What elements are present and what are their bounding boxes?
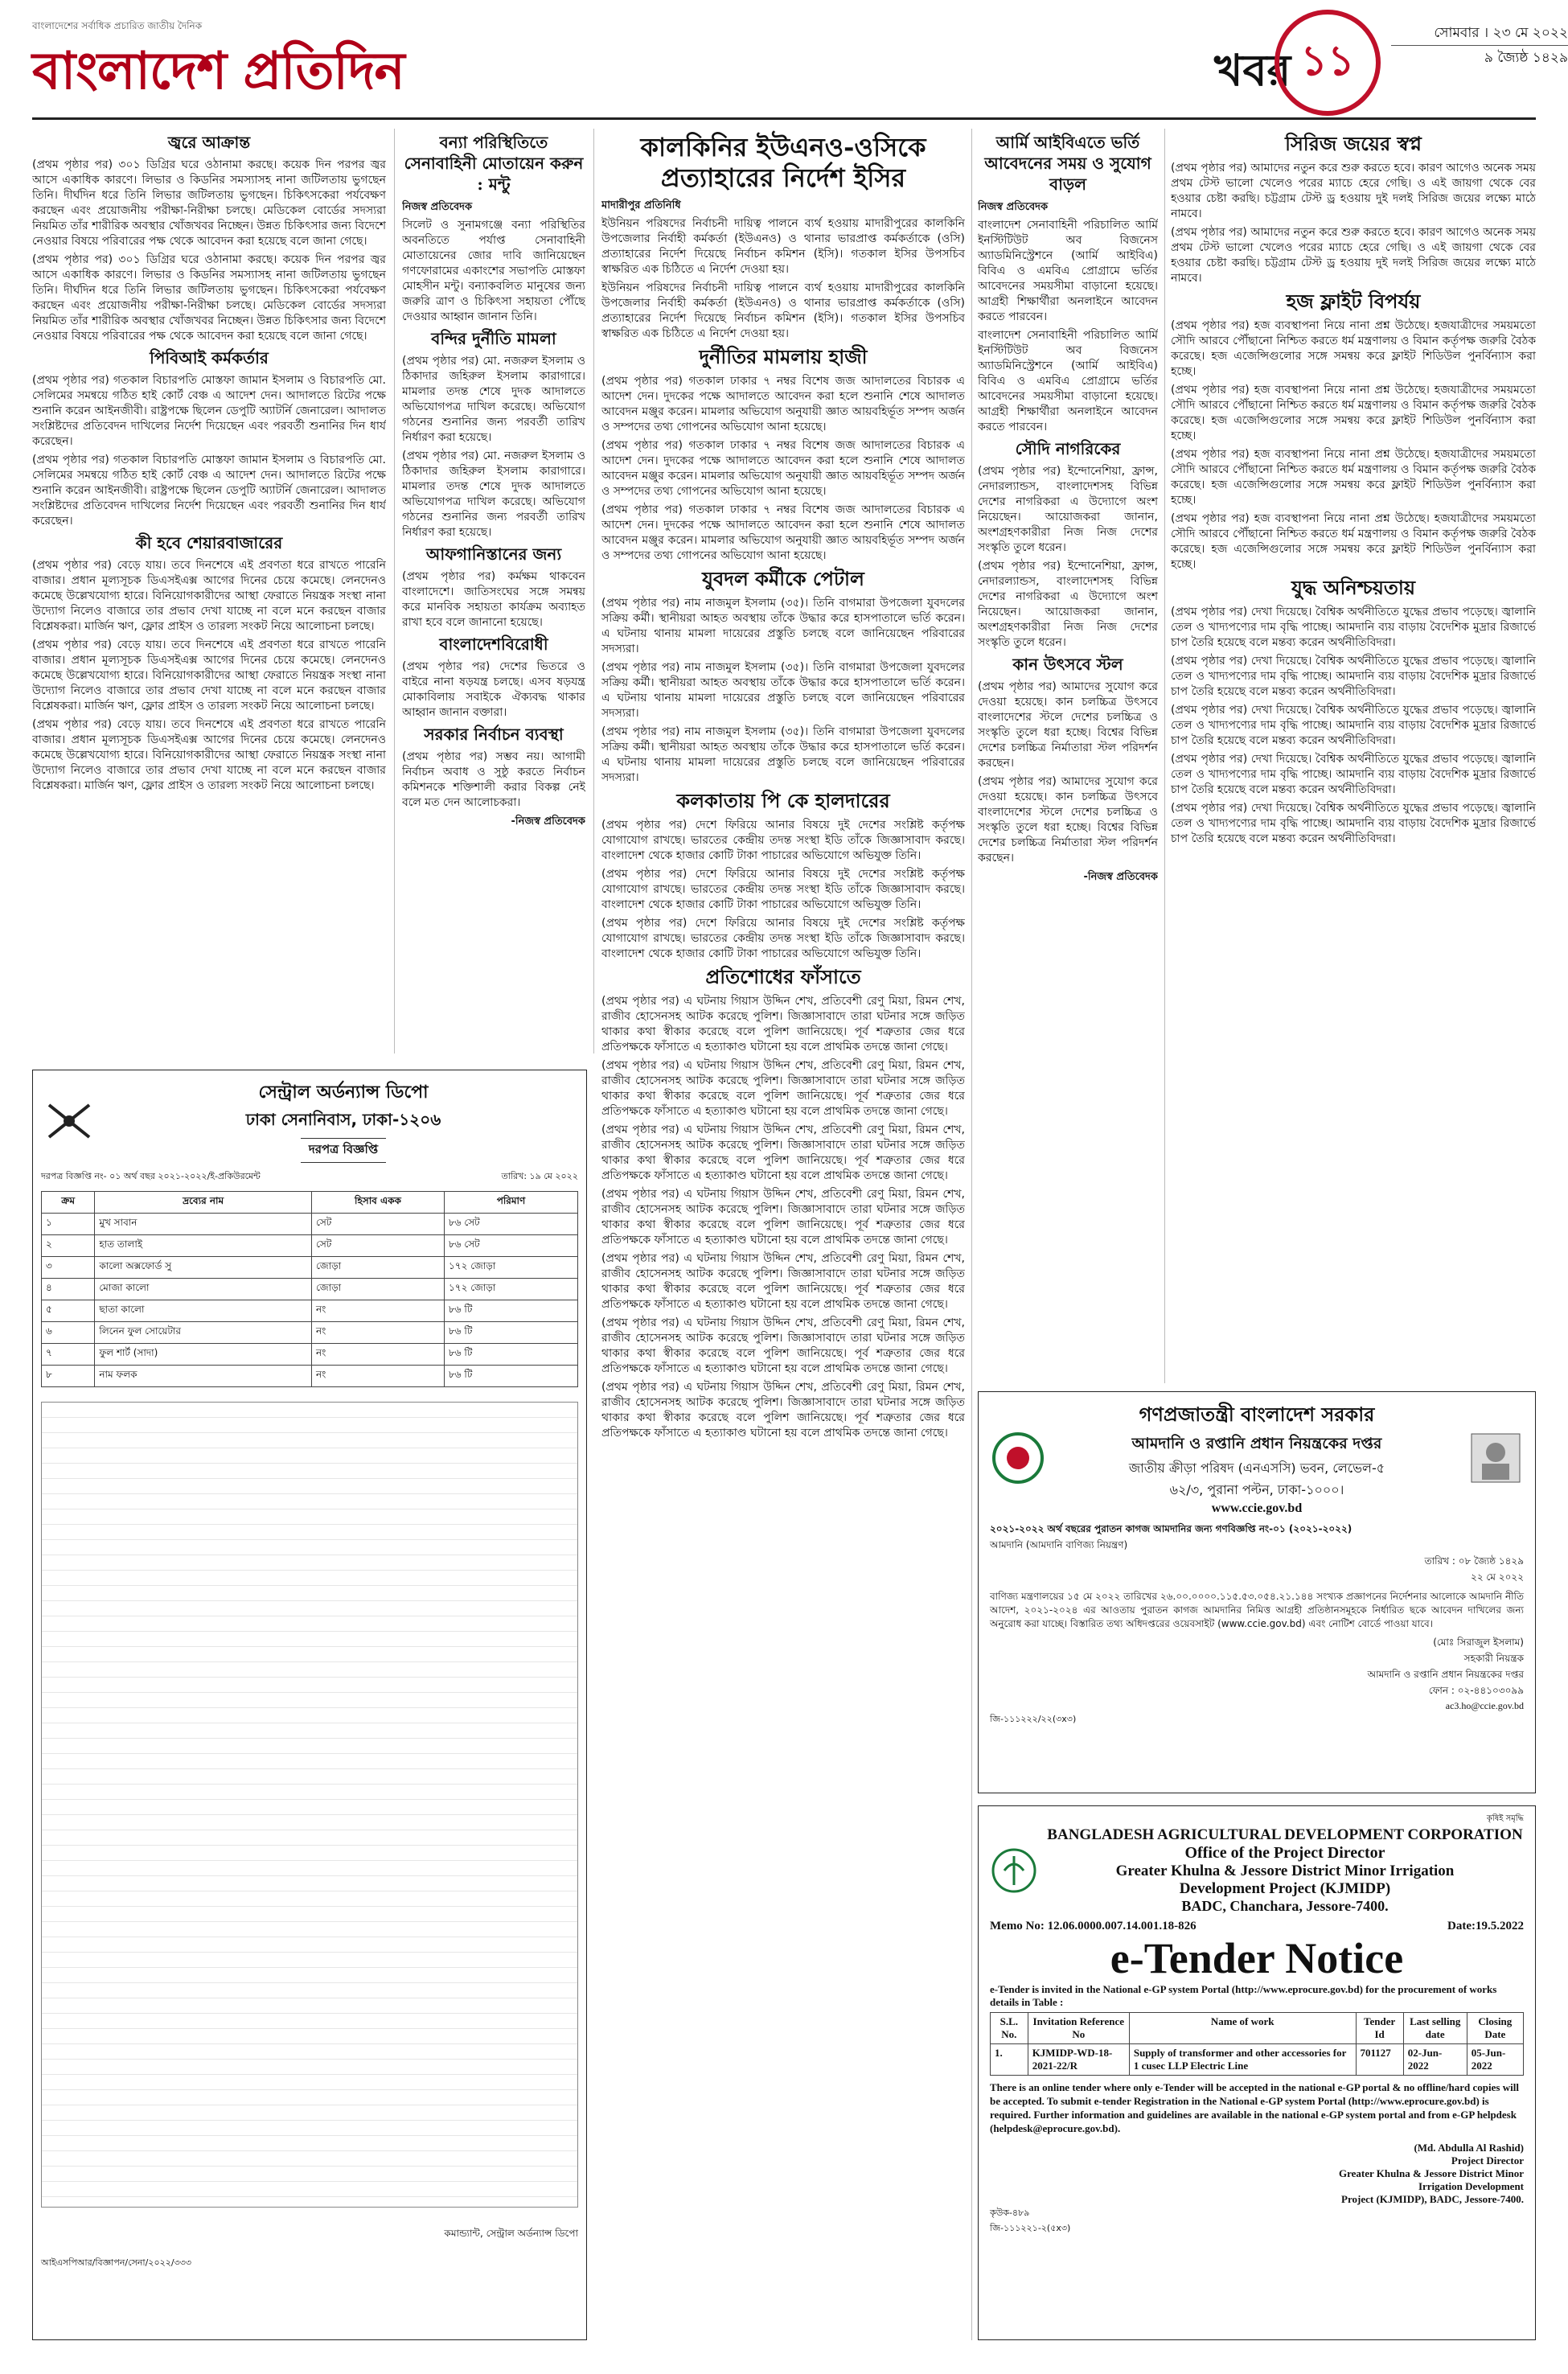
table-cell: নং [312, 1344, 445, 1366]
notice-badc-date: Date:19.5.2022 [1447, 1920, 1524, 1932]
table-cell: ১ [42, 1214, 95, 1235]
headline-jubo: যুবদল কর্মীকে পেটাল [702, 567, 864, 590]
table-cell: নং [312, 1300, 445, 1322]
table-cell: নাম ফলক [95, 1366, 312, 1387]
table-cell: ৫ [42, 1300, 95, 1322]
notice-cod-terms-table [41, 1402, 578, 2208]
table-cell: ১৭২ জোড়া [444, 1279, 577, 1300]
notice-ccie-email: ac3.ho@ccie.gov.bd [1445, 1700, 1524, 1711]
table-header: Name of work [1129, 2013, 1356, 2044]
table-cell: ৮৬ সেট [444, 1214, 577, 1235]
table-cell: 05-Jun-2022 [1467, 2044, 1523, 2076]
headline-cannes: কান উৎসবে স্টল [1012, 655, 1123, 674]
notice-ccie-address2: ৬২/৩, পুরানা পল্টন, ঢাকা-১০০০। [1169, 1482, 1344, 1497]
notice-ccie-body: বাণিজ্য মন্ত্রণালয়ের ১৫ মে ২০২২ তারিখের ২৬.০০.০০০০.১১৫.৫৩.০৫৪.২১.১৪৪ সংখ্যক প্রজ্ঞাপনের নির্দেশনার আলোকে আমদানি নীতি আদেশ, ২০২১-২০২৪ এর আওতায় পুরাতন কাগজ আমদানির নিমিত্ত আগ্রহী প্রতিষ্ঠানসমূহকে নির্ধারিত ছকে আবেদন দাখিলের জন্য অনুরোধ করা যাচ্ছে। বিস্তারিত তথ্য অধিদপ্তরের ওয়েবসাইট (www.ccie.gov.bd) এবং নোটিশ বোর্ডে পাওয়া যাবে। [990, 1591, 1524, 1629]
table-header: Last selling date [1403, 2013, 1467, 2044]
article-kolkata-body: (প্রথম পৃষ্ঠার পর) দেশে ফিরিয়ে আনার বিষয়ে দুই দেশের সংশ্লিষ্ট কর্তৃপক্ষ যোগাযোগ রাখছে। ভারতের কেন্দ্রীয় তদন্ত সংস্থা ইডি তাঁকে জিজ্ঞাসাবাদ করছে। বাংলাদেশ থেকে হাজার কোটি টাকা পাচারের অভিযোগে অভিযুক্ত তিনি। [601, 819, 965, 862]
column-divider [971, 129, 972, 2340]
headline-bangla: বাংলাদেশবিরোধী [439, 635, 548, 654]
headline-protishodh: প্রতিশোধের ফাঁসাতে [705, 965, 861, 988]
notice-ccie-govt: গণপ্রজাতন্ত্রী বাংলাদেশ সরকার [1139, 1403, 1375, 1426]
headline-sarkar: সরকার নির্বাচন ব্যবস্থা [424, 725, 564, 744]
article-kalkini-body: ইউনিয়ন পরিষদের নির্বাচনী দায়িত্ব পালনে ব্যর্থ হওয়ায় মাদারীপুরের কালকিনি উপজেলার নির্বাহী কর্মকর্তা (ইউএনও) ও থানার ভারপ্রাপ্ত কর্মকর্তাকে (ওসি) প্রত্যাহারের নির্দেশ দিয়েছে নির্বাচন কমিশন (ইসি)। গতকাল ইসির উপসচিব স্বাক্ষরিত এক চিঠিতে এ নির্দেশ দেওয়া হয়। [601, 217, 965, 276]
notice-ccie-phone: ফোন : ০২-৪৪১০৩০৯৯ [1428, 1685, 1524, 1696]
notice-badc-code1: কৃউক-৪৮৯ [990, 2208, 1030, 2218]
notice-cod-address: ঢাকা সেনানিবাস, ঢাকা-১২০৬ [245, 1110, 441, 1129]
notice-badc-sign-title: Project Director [1451, 2154, 1524, 2167]
bangladesh-50-logo-icon [990, 1430, 1046, 1486]
notice-ccie-office: আমদানি ও রপ্তানি প্রধান নিয়ন্ত্রকের দপ্তর [1131, 1435, 1382, 1452]
table-row [42, 1300, 578, 1322]
notice-badc-sign-p1: Greater Khulna & Jessore District Minor [1339, 2167, 1524, 2179]
masthead [32, 5, 1568, 120]
table-cell: ৬ [42, 1322, 95, 1344]
day-date: সোমবার । ২৩ মে ২০২২ [1391, 21, 1568, 46]
column-3 [601, 129, 965, 2340]
byline-sarkar: -নিজস্ব প্রতিবেদক [511, 815, 585, 828]
article-protishodh-body: (প্রথম পৃষ্ঠার পর) এ ঘটনায় গিয়াস উদ্দিন শেখ, প্রতিবেশী রেণু মিয়া, রিমন শেখ, রাজীব হোসেনসহ আটক করেছে পুলিশ। জিজ্ঞাসাবাদে তারা ঘটনার সঙ্গে জড়িত থাকার কথা স্বীকার করেছে বলে পুলিশ জানিয়েছে। পূর্ব শত্রুতার জের ধরে প্রতিপক্ষকে ফাঁসাতে এ হত্যাকাণ্ড ঘটানো হয় বলে প্রাথমিক তদন্তে জানা গেছে। [601, 995, 965, 1054]
table-cell: মোজা কালো [95, 1279, 312, 1300]
table-row [991, 2044, 1524, 2076]
notice-badc-code2: জি-১১১২২১-২(৫x৩) [990, 2223, 1071, 2233]
notice-badc-slogan: কৃষিই সমৃদ্ধি [1486, 1814, 1524, 1823]
notice-ccie-date1: তারিখ : ০৮ জ্যৈষ্ঠ ১৪২৯ [1424, 1555, 1524, 1567]
column-2 [402, 129, 585, 1054]
article-war-body: (প্রথম পৃষ্ঠার পর) দেখা দিয়েছে। বৈশ্বিক অর্থনীতিতে যুদ্ধের প্রভাব পড়েছে। জ্বালানি তেল ও খাদ্যপণ্যের দাম বৃদ্ধি পাচ্ছে। আমদানি ব্যয় বাড়ায় বৈদেশিক মুদ্রার রিজার্ভে চাপ তৈরি হয়েছে বলে মন্তব্য করেন অর্থনীতিবিদরা। [1171, 606, 1536, 649]
masthead-tagline: বাংলাদেশের সর্বাধিক প্রচারিত জাতীয় দৈনিক [32, 20, 203, 31]
notice-badc [978, 1805, 1536, 2340]
notice-badc-office: Office of the Project Director [1184, 1844, 1385, 1862]
notice-cod-org: সেন্ট্রাল অর্ডন্যান্স ডিপো [258, 1082, 429, 1103]
table-cell: ২ [42, 1235, 95, 1257]
column-divider [1164, 129, 1165, 1383]
headline-share: কী হবে শেয়ারবাজারের [135, 533, 283, 552]
badc-logo-icon [990, 1846, 1038, 1895]
table-header: পরিমাণ [444, 1192, 577, 1214]
article-kalkini-body-more: ইউনিয়ন পরিষদের নির্বাচনী দায়িত্ব পালনে ব্যর্থ হওয়ায় মাদারীপুরের কালকিনি উপজেলার নির্বাহী কর্মকর্তা (ইউএনও) ও থানার ভারপ্রাপ্ত কর্মকর্তাকে (ওসি) প্রত্যাহারের নির্দেশ দিয়েছে নির্বাচন কমিশন (ইসি)। গতকাল ইসির উপসচিব স্বাক্ষরিত এক চিঠিতে এ নির্দেশ দেওয়া হয়। [601, 281, 965, 340]
table-cell: জোড়া [312, 1257, 445, 1279]
page-number-badge: ১১ [1275, 10, 1381, 116]
table-cell: সেট [312, 1214, 445, 1235]
byline-kalkini: মাদারীপুর প্রতিনিধি [601, 199, 681, 212]
article-pbi-body-more: (প্রথম পৃষ্ঠার পর) গতকাল বিচারপতি মোস্তফা জামান ইসলাম ও বিচারপতি মো. সেলিমের সমন্বয়ে গঠিত হাই কোর্ট বেঞ্চ এ আদেশ দেন। আদালতে রিটের পক্ষে শুনানি করেন আইনজীবী। রাষ্ট্রপক্ষে ছিলেন ডেপুটি অ্যাটর্নি জেনারেল। আদালত সংশ্লিষ্টদের প্রতিবেদন দাখিলের নির্দেশ দিয়েছেন এবং পরবর্তী শুনানির দিন ধার্য করেছেন। [32, 454, 386, 528]
table-cell: লিনেন ফুল সোয়েটার [95, 1322, 312, 1344]
notice-ccie-signer-name: (মোঃ সিরাজুল ইসলাম) [1433, 1637, 1524, 1648]
table-cell: ১৭২ জোড়া [444, 1257, 577, 1279]
headline-hajj: হজ ফ্লাইট বিপর্যয় [1286, 290, 1421, 313]
article-protishodh-body-more4: (প্রথম পৃষ্ঠার পর) এ ঘটনায় গিয়াস উদ্দিন শেখ, প্রতিবেশী রেণু মিয়া, রিমন শেখ, রাজীব হোসেনসহ আটক করেছে পুলিশ। জিজ্ঞাসাবাদে তারা ঘটনার সঙ্গে জড়িত থাকার কথা স্বীকার করেছে বলে পুলিশ জানিয়েছে। পূর্ব শত্রুতার জের ধরে প্রতিপক্ষকে ফাঁসাতে এ হত্যাকাণ্ড ঘটানো হয় বলে প্রাথমিক তদন্তে জানা গেছে। [601, 1252, 965, 1311]
table-cell: ৮৬ টি [444, 1300, 577, 1322]
table-row [42, 1257, 578, 1279]
notice-cod-footer-ref: আইএসপিআর/বিজ্ঞাপন/সেনা/২০২২/৩৩৩ [41, 2257, 192, 2268]
table-cell: হাত তালাই [95, 1235, 312, 1257]
article-afghan-body: (প্রথম পৃষ্ঠার পর) কর্মক্ষম থাকবেন বাংলাদেশে। জাতিসংঘের সঙ্গে সমন্বয় করে মানবিক সহায়তা কার্যক্রম অব্যাহত রাখা হবে বলে জানানো হয়েছে। [402, 570, 585, 629]
table-cell: জোড়া [312, 1279, 445, 1300]
article-hajj-body: (প্রথম পৃষ্ঠার পর) হজ ব্যবস্থাপনা নিয়ে নানা প্রশ্ন উঠেছে। হজযাত্রীদের সময়মতো সৌদি আরবে পৌঁছানো নিশ্চিত করতে ধর্ম মন্ত্রণালয় ও বিমান কর্তৃপক্ষ জরুরি বৈঠক করেছে। হজ এজেন্সিগুলোর সঙ্গে সমন্বয় করে ফ্লাইট শিডিউল পুনর্বিন্যাস করা হচ্ছে। [1171, 319, 1536, 378]
table-cell: ৭ [42, 1344, 95, 1366]
notice-badc-sign-name: (Md. Abdulla Al Rashid) [1414, 2142, 1524, 2154]
notice-cod-ref: দরপত্র বিজ্ঞপ্তি নং- ০১ অর্থ বছর ২০২১-২০২২/ই-প্রকিউরমেন্ট [41, 1171, 261, 1181]
table-header: দ্রব্যের নাম [95, 1192, 312, 1214]
headline-jur: জ্বরে আক্রান্ত [167, 133, 251, 152]
article-bondi-body-more: (প্রথম পৃষ্ঠার পর) মো. নজরুল ইসলাম ও ঠিকাদার জহিরুল ইসলাম কারাগারে। মামলার তদন্ত শেষে দুদক আদালতে অভিযোগপত্র দাখিল করেছে। অভিযোগ গঠনের শুনানির জন্য পরবর্তী তারিখ নির্ধারণ করা হয়েছে। [402, 450, 585, 539]
notice-badc-sign-p3: Project (KJMIDP), BADC, Jessore-7400. [1341, 2193, 1524, 2205]
table-header: ক্রম [42, 1192, 95, 1214]
table-cell: ছাতা কালো [95, 1300, 312, 1322]
table-cell: মুখ সাবান [95, 1214, 312, 1235]
notice-cod-table [41, 1191, 578, 1387]
article-durnity-body-more2: (প্রথম পৃষ্ঠার পর) গতকাল ঢাকার ৭ নম্বর বিশেষ জজ আদালতের বিচারক এ আদেশ দেন। দুদকের পক্ষে আদালতে আবেদন করা হলে শুনানি শেষে আদালত আবেদন মঞ্জুর করেন। মামলার অভিযোগ অনুযায়ী জ্ঞাত আয়বহির্ভূত সম্পদ অর্জন ও সম্পদের তথ্য গোপনের অভিযোগ আনা হয়েছে। [601, 503, 965, 562]
article-share-body-more: (প্রথম পৃষ্ঠার পর) বেড়ে যায়। তবে দিনশেষে এই প্রবণতা ধরে রাখতে পারেনি বাজার। প্রধান মূল্যসূচক ডিএসইএক্স আগের দিনের চেয়ে কমেছে। লেনদেনও কমেছে উল্লেখযোগ্য হারে। বিনিয়োগকারীদের আস্থা ফেরাতে নিয়ন্ত্রক সংস্থা নানা উদ্যোগ নিলেও বাজারে তার প্রভাব দেখা যাচ্ছে না বলে মনে করছেন বাজার বিশ্লেষকরা। মার্জিন ঋণ, ফ্লোর প্রাইস ও তারল্য সংকট নিয়ে আলোচনা চলছে। [32, 639, 386, 713]
notice-badc-intro: e-Tender is invited in the National e-GP system Portal (http://www.eprocure.gov.bd) for the procurement of works details in Table : [990, 1983, 1497, 2008]
article-protishodh-body-more3: (প্রথম পৃষ্ঠার পর) এ ঘটনায় গিয়াস উদ্দিন শেখ, প্রতিবেশী রেণু মিয়া, রিমন শেখ, রাজীব হোসেনসহ আটক করেছে পুলিশ। জিজ্ঞাসাবাদে তারা ঘটনার সঙ্গে জড়িত থাকার কথা স্বীকার করেছে বলে পুলিশ জানিয়েছে। পূর্ব শত্রুতার জের ধরে প্রতিপক্ষকে ফাঁসাতে এ হত্যাকাণ্ড ঘটানো হয় বলে প্রাথমিক তদন্তে জানা গেছে। [601, 1188, 965, 1247]
table-header: Closing Date [1467, 2013, 1523, 2044]
table-cell: 701127 [1356, 2044, 1403, 2076]
newspaper-logo: বাংলাদেশ প্রতিদিন [32, 41, 404, 101]
table-header: হিসাব একক [312, 1192, 445, 1214]
notice-ccie-signer-office: আমদানি ও রপ্তানি প্রধান নিয়ন্ত্রকের দপ্তর [1367, 1669, 1524, 1680]
notice-badc-address: BADC, Chanchara, Jessore-7400. [1181, 1898, 1389, 1914]
notice-badc-project2: Development Project (KJMIDP) [1179, 1880, 1391, 1897]
table-cell: 02-Jun-2022 [1403, 2044, 1467, 2076]
article-bangla-body: (প্রথম পৃষ্ঠার পর) দেশের ভিতরে ও বাইরে নানা ষড়যন্ত্র চলছে। এসব ষড়যন্ত্র মোকাবিলায় সবাইকে ঐক্যবদ্ধ থাকার আহ্বান জানান বক্তারা। [402, 660, 585, 719]
notice-ccie-memo: ২০২১-২০২২ অর্থ বছরের পুরাতন কাগজ আমদানির জন্য গণবিজ্ঞপ্তি নং-০১ (২০২১-২০২২) [990, 1523, 1353, 1534]
table-cell: কালো অক্সফোর্ড সু [95, 1257, 312, 1279]
table-cell: KJMIDP-WD-18-2021-22/R [1028, 2044, 1129, 2076]
headline-pbi: পিবিআই কর্মকর্তার [150, 348, 269, 368]
crossed-swords-icon [41, 1097, 97, 1145]
notice-cod-signer: কমান্ড্যান্ট, সেন্ট্রাল অর্ডন্যান্স ডিপো [444, 2228, 578, 2239]
article-series-body: (প্রথম পৃষ্ঠার পর) আমাদের নতুন করে শুরু করতে হবে। কারণ আগেও অনেক সময় প্রথম টেস্ট ভালো খেলেও পরের ম্যাচে হেরে গেছি। ও এই জায়গা থেকে বের হওয়ার চেষ্টা করছি। চট্টগ্রাম টেস্ট ড্র হওয়ায় দুই দলই সিরিজ জয়ের লক্ষ্যে মাঠে নামবে। [1171, 162, 1536, 220]
table-cell: ৮৬ টি [444, 1344, 577, 1366]
article-kolkata-body-more: (প্রথম পৃষ্ঠার পর) দেশে ফিরিয়ে আনার বিষয়ে দুই দেশের সংশ্লিষ্ট কর্তৃপক্ষ যোগাযোগ রাখছে। ভারতের কেন্দ্রীয় তদন্ত সংস্থা ইডি তাঁকে জিজ্ঞাসাবাদ করছে। বাংলাদেশ থেকে হাজার কোটি টাকা পাচারের অভিযোগে অভিযুক্ত তিনি। [601, 868, 965, 911]
notice-badc-table [990, 2012, 1524, 2076]
byline-floods: নিজস্ব প্রতিবেদক [402, 201, 473, 213]
headline-afghan: আফগানিস্তানের জন্য [425, 544, 562, 564]
bangla-date: ৯ জ্যৈষ্ঠ ১৪২৯ [1484, 50, 1568, 66]
table-cell: ৮৬ সেট [444, 1235, 577, 1257]
article-durnity-body: (প্রথম পৃষ্ঠার পর) গতকাল ঢাকার ৭ নম্বর বিশেষ জজ আদালতের বিচারক এ আদেশ দেন। দুদকের পক্ষে আদালতে আবেদন করা হলে শুনানি শেষে আদালত আবেদন মঞ্জুর করেন। মামলার অভিযোগ অনুযায়ী জ্ঞাত আয়বহির্ভূত সম্পদ অর্জন ও সম্পদের তথ্য গোপনের অভিযোগ আনা হয়েছে। [601, 375, 965, 433]
notice-cod-title: দরপত্র বিজ্ঞপ্তি [301, 1138, 386, 1163]
headline-army: আর্মি আইবিএতে ভর্তি আবেদনের সময় ও সুযোগ বাড়ল [984, 133, 1151, 194]
column-divider [394, 129, 395, 1054]
notice-badc-body: There is an online tender where only e-Tender will be accepted in the national e-GP portal & no offline/hard copies will be accepted. To submit e-tender Registration in the National e-GP system Portal (http://www.eprocure.gov.bd) is required. Further information and guidelines are available in the national e-GP system portal and from e-GP helpdesk (helpdesk@eprocure.gov.bd). [990, 2081, 1519, 2134]
notice-badc-memo: Memo No: 12.06.0000.007.14.001.18-826 [990, 1920, 1197, 1932]
article-army-body: বাংলাদেশ সেনাবাহিনী পরিচালিত আর্মি ইনস্টিটিউট অব বিজনেস অ্যাডমিনিস্ট্রেশনে (আর্মি আইবিএ) বিবিএ ও এমবিএ প্রোগ্রামে ভর্তির আবেদনের সময়সীমা বাড়ানো হয়েছে। আগ্রহী শিক্ষার্থীরা অনলাইনে আবেদন করতে পারবেন। [978, 219, 1158, 323]
notice-ccie-date2: ২২ মে ২০২২ [1471, 1571, 1524, 1583]
notice-ccie-signer-title: সহকারী নিয়ন্ত্রক [1463, 1653, 1524, 1664]
article-protishodh-body-more: (প্রথম পৃষ্ঠার পর) এ ঘটনায় গিয়াস উদ্দিন শেখ, প্রতিবেশী রেণু মিয়া, রিমন শেখ, রাজীব হোসেনসহ আটক করেছে পুলিশ। জিজ্ঞাসাবাদে তারা ঘটনার সঙ্গে জড়িত থাকার কথা স্বীকার করেছে বলে পুলিশ জানিয়েছে। পূর্ব শত্রুতার জের ধরে প্রতিপক্ষকে ফাঁসাতে এ হত্যাকাণ্ড ঘটানো হয় বলে প্রাথমিক তদন্তে জানা গেছে। [601, 1059, 965, 1118]
column-5 [1171, 129, 1536, 1383]
article-durnity-body-more: (প্রথম পৃষ্ঠার পর) গতকাল ঢাকার ৭ নম্বর বিশেষ জজ আদালতের বিচারক এ আদেশ দেন। দুদকের পক্ষে আদালতে আবেদন করা হলে শুনানি শেষে আদালত আবেদন মঞ্জুর করেন। মামলার অভিযোগ অনুযায়ী জ্ঞাত আয়বহির্ভূত সম্পদ অর্জন ও সম্পদের তথ্য গোপনের অভিযোগ আনা হয়েছে। [601, 439, 965, 498]
article-floods-body: সিলেট ও সুনামগঞ্জে বন্যা পরিস্থিতির অবনতিতে পর্যাপ্ত সেনাবাহিনী মোতায়েনের জোর দাবি জানিয়েছেন গণফোরামের একাংশের সভাপতি মোস্তফা মোহসীন মন্টু। বন্যাকবলিত মানুষের জন্য জরুরি ত্রাণ ও চিকিৎসা সহায়তা পৌঁছে দেওয়ার আহ্বান জানান তিনি। [402, 219, 585, 323]
byline-army: নিজস্ব প্রতিবেদক [978, 201, 1049, 213]
table-header: S.L. No. [991, 2013, 1028, 2044]
article-series-body-more: (প্রথম পৃষ্ঠার পর) আমাদের নতুন করে শুরু করতে হবে। কারণ আগেও অনেক সময় প্রথম টেস্ট ভালো খেলেও পরের ম্যাচে হেরে গেছি। ও এই জায়গা থেকে বের হওয়ার চেষ্টা করছি। চট্টগ্রাম টেস্ট ড্র হওয়ায় দুই দলই সিরিজ জয়ের লক্ষ্যে মাঠে নামবে। [1171, 226, 1536, 285]
article-saudi-body-more: (প্রথম পৃষ্ঠার পর) ইন্দোনেশিয়া, ফ্রান্স, নেদারল্যান্ডস, বাংলাদেশসহ বিভিন্ন দেশের নাগরিকরা এ উদ্যোগে অংশ নিয়েছেন। আয়োজকরা জানান, অংশগ্রহণকারীরা নিজ নিজ দেশের সংস্কৃতি তুলে ধরেন। [978, 560, 1158, 649]
article-saudi-body: (প্রথম পৃষ্ঠার পর) ইন্দোনেশিয়া, ফ্রান্স, নেদারল্যান্ডস, বাংলাদেশসহ বিভিন্ন দেশের নাগরিকরা এ উদ্যোগে অংশ নিয়েছেন। আয়োজকরা জানান, অংশগ্রহণকারীরা নিজ নিজ দেশের সংস্কৃতি তুলে ধরেন। [978, 465, 1158, 554]
table-cell: ৮৬ টি [444, 1322, 577, 1344]
table-header-row [42, 1192, 578, 1214]
table-cell: Supply of transformer and other accessories for 1 cusec LLP Electric Line [1129, 2044, 1356, 2076]
article-jubo-body-more2: (প্রথম পৃষ্ঠার পর) নাম নাজমুল ইসলাম (৩৫)। তিনি বাগমারা উপজেলা যুবদলের সক্রিয় কর্মী। স্থানীয়রা আহত অবস্থায় তাঁকে উদ্ধার করে হাসপাতালে ভর্তি করেন। এ ঘটনায় থানায় মামলা দায়েরের প্রস্তুতি চলছে বলে জানিয়েছেন পরিবারের সদস্যরা। [601, 725, 965, 784]
notice-badc-project1: Greater Khulna & Jessore District Minor Irrigation [1115, 1863, 1455, 1879]
table-row [42, 1344, 578, 1366]
article-jur-body: (প্রথম পৃষ্ঠার পর) ৩০১ ডিগ্রির ঘরে ওঠানামা করছে। কয়েক দিন পরপর জ্বর আসে একাধিক কারণে। লিভার ও কিডনির সমস্যাসহ নানা জটিলতায় ভুগছেন তিনি। দীর্ঘদিন ধরে তিনি লিভার জটিলতায় ভুগছেন। চিকিৎসকেরা পর্যবেক্ষণ করছেন এবং প্রয়োজনীয় পরীক্ষা-নিরীক্ষা চলছে। মেডিকেল বোর্ডের সদস্যরা নিয়মিত তাঁর শারীরিক অবস্থার খোঁজখবর নিচ্ছেন। উন্নত চিকিৎসার জন্য বিদেশে নেওয়ার বিষয়ে পরিবারের পক্ষ থেকে আবেদন করা হয়েছে বলে জানা গেছে। [32, 158, 386, 248]
headline-saudi: সৌদি নাগরিকের [1015, 439, 1121, 458]
article-cannes-body-more: (প্রথম পৃষ্ঠার পর) আমাদের সুযোগ করে দেওয়া হয়েছে। কান চলচ্চিত্র উৎসবে বাংলাদেশের স্টলে দেশের চলচ্চিত্র ও সংস্কৃতি তুলে ধরা হচ্ছে। বিশ্বের বিভিন্ন দেশের চলচ্চিত্র নির্মাতারা স্টল পরিদর্শন করছেন। [978, 775, 1158, 865]
table-row [42, 1322, 578, 1344]
article-protishodh-body-more6: (প্রথম পৃষ্ঠার পর) এ ঘটনায় গিয়াস উদ্দিন শেখ, প্রতিবেশী রেণু মিয়া, রিমন শেখ, রাজীব হোসেনসহ আটক করেছে পুলিশ। জিজ্ঞাসাবাদে তারা ঘটনার সঙ্গে জড়িত থাকার কথা স্বীকার করেছে বলে পুলিশ জানিয়েছে। পূর্ব শত্রুতার জের ধরে প্রতিপক্ষকে ফাঁসাতে এ হত্যাকাণ্ড ঘটানো হয় বলে প্রাথমিক তদন্তে জানা গেছে। [601, 1381, 965, 1440]
article-protishodh-body-more2: (প্রথম পৃষ্ঠার পর) এ ঘটনায় গিয়াস উদ্দিন শেখ, প্রতিবেশী রেণু মিয়া, রিমন শেখ, রাজীব হোসেনসহ আটক করেছে পুলিশ। জিজ্ঞাসাবাদে তারা ঘটনার সঙ্গে জড়িত থাকার কথা স্বীকার করেছে বলে পুলিশ জানিয়েছে। পূর্ব শত্রুতার জের ধরে প্রতিপক্ষকে ফাঁসাতে এ হত্যাকাণ্ড ঘটানো হয় বলে প্রাথমিক তদন্তে জানা গেছে। [601, 1123, 965, 1182]
table-header: Tender Id [1356, 2013, 1403, 2044]
table-row [42, 1214, 578, 1235]
portrait-icon [1467, 1430, 1524, 1486]
article-hajj-body-more2: (প্রথম পৃষ্ঠার পর) হজ ব্যবস্থাপনা নিয়ে নানা প্রশ্ন উঠেছে। হজযাত্রীদের সময়মতো সৌদি আরবে পৌঁছানো নিশ্চিত করতে ধর্ম মন্ত্রণালয় ও বিমান কর্তৃপক্ষ জরুরি বৈঠক করেছে। হজ এজেন্সিগুলোর সঙ্গে সমন্বয় করে ফ্লাইট শিডিউল পুনর্বিন্যাস করা হচ্ছে। [1171, 448, 1536, 507]
notice-ccie-website: www.ccie.gov.bd [1211, 1501, 1303, 1515]
table-cell: ৮ [42, 1366, 95, 1387]
table-cell: নং [312, 1322, 445, 1344]
table-cell: ফুল শার্ট (সাদা) [95, 1344, 312, 1366]
article-kolkata-body-more2: (প্রথম পৃষ্ঠার পর) দেশে ফিরিয়ে আনার বিষয়ে দুই দেশের সংশ্লিষ্ট কর্তৃপক্ষ যোগাযোগ রাখছে। ভারতের কেন্দ্রীয় তদন্ত সংস্থা ইডি তাঁকে জিজ্ঞাসাবাদ করছে। বাংলাদেশ থেকে হাজার কোটি টাকা পাচারের অভিযোগে অভিযুক্ত তিনি। [601, 917, 965, 960]
headline-durnity: দুর্নীতির মামলায় হাজী [699, 345, 868, 368]
byline-cannes: -নিজস্ব প্রতিবেদক [1083, 871, 1158, 883]
table-header: Invitation Reference No [1028, 2013, 1129, 2044]
table-cell: ৮৬ টি [444, 1366, 577, 1387]
table-cell: 1. [991, 2044, 1028, 2076]
article-protishodh-body-more5: (প্রথম পৃষ্ঠার পর) এ ঘটনায় গিয়াস উদ্দিন শেখ, প্রতিবেশী রেণু মিয়া, রিমন শেখ, রাজীব হোসেনসহ আটক করেছে পুলিশ। জিজ্ঞাসাবাদে তারা ঘটনার সঙ্গে জড়িত থাকার কথা স্বীকার করেছে বলে পুলিশ জানিয়েছে। পূর্ব শত্রুতার জের ধরে প্রতিপক্ষকে ফাঁসাতে এ হত্যাকাণ্ড ঘটানো হয় বলে প্রাথমিক তদন্তে জানা গেছে। [601, 1316, 965, 1375]
notice-ccie-code: জি-১১১২২২/২২(৩x৩) [990, 1714, 1077, 1724]
table-row [42, 1279, 578, 1300]
article-war-body-more4: (প্রথম পৃষ্ঠার পর) দেখা দিয়েছে। বৈশ্বিক অর্থনীতিতে যুদ্ধের প্রভাব পড়েছে। জ্বালানি তেল ও খাদ্যপণ্যের দাম বৃদ্ধি পাচ্ছে। আমদানি ব্যয় বাড়ায় বৈদেশিক মুদ্রার রিজার্ভে চাপ তৈরি হয়েছে বলে মন্তব্য করেন অর্থনীতিবিদরা। [1171, 802, 1536, 845]
article-bondi-body: (প্রথম পৃষ্ঠার পর) মো. নজরুল ইসলাম ও ঠিকাদার জহিরুল ইসলাম কারাগারে। মামলার তদন্ত শেষে দুদক আদালতে অভিযোগপত্র দাখিল করেছে। অভিযোগ গঠনের শুনানির জন্য পরবর্তী তারিখ নির্ধারণ করা হয়েছে। [402, 355, 585, 444]
article-jubo-body-more: (প্রথম পৃষ্ঠার পর) নাম নাজমুল ইসলাম (৩৫)। তিনি বাগমারা উপজেলা যুবদলের সক্রিয় কর্মী। স্থানীয়রা আহত অবস্থায় তাঁকে উদ্ধার করে হাসপাতালে ভর্তি করেন। এ ঘটনায় থানায় মামলা দায়েরের প্রস্তুতি চলছে বলে জানিয়েছেন পরিবারের সদস্যরা। [601, 661, 965, 720]
column-1 [32, 129, 386, 1054]
article-cannes-body: (প্রথম পৃষ্ঠার পর) আমাদের সুযোগ করে দেওয়া হয়েছে। কান চলচ্চিত্র উৎসবে বাংলাদেশের স্টলে দেশের চলচ্চিত্র ও সংস্কৃতি তুলে ধরা হচ্ছে। বিশ্বের বিভিন্ন দেশের চলচ্চিত্র নির্মাতারা স্টল পরিদর্শন করছেন। [978, 680, 1158, 770]
article-share-body-more2: (প্রথম পৃষ্ঠার পর) বেড়ে যায়। তবে দিনশেষে এই প্রবণতা ধরে রাখতে পারেনি বাজার। প্রধান মূল্যসূচক ডিএসইএক্স আগের দিনের চেয়ে কমেছে। লেনদেনও কমেছে উল্লেখযোগ্য হারে। বিনিয়োগকারীদের আস্থা ফেরাতে নিয়ন্ত্রক সংস্থা নানা উদ্যোগ নিলেও বাজারে তার প্রভাব দেখা যাচ্ছে না বলে মনে করছেন বাজার বিশ্লেষকরা। মার্জিন ঋণ, ফ্লোর প্রাইস ও তারল্য সংকট নিয়ে আলোচনা চলছে। [32, 718, 386, 792]
headline-series: সিরিজ জয়ের স্বপ্ন [1285, 132, 1422, 155]
column-divider [593, 129, 594, 1054]
article-hajj-body-more: (প্রথম পৃষ্ঠার পর) হজ ব্যবস্থাপনা নিয়ে নানা প্রশ্ন উঠেছে। হজযাত্রীদের সময়মতো সৌদি আরবে পৌঁছানো নিশ্চিত করতে ধর্ম মন্ত্রণালয় ও বিমান কর্তৃপক্ষ জরুরি বৈঠক করেছে। হজ এজেন্সিগুলোর সঙ্গে সমন্বয় করে ফ্লাইট শিডিউল পুনর্বিন্যাস করা হচ্ছে। [1171, 384, 1536, 442]
column-4 [978, 129, 1158, 1383]
table-row [42, 1235, 578, 1257]
article-jur-body-more: (প্রথম পৃষ্ঠার পর) ৩০১ ডিগ্রির ঘরে ওঠানামা করছে। কয়েক দিন পরপর জ্বর আসে একাধিক কারণে। লিভার ও কিডনির সমস্যাসহ নানা জটিলতায় ভুগছেন তিনি। দীর্ঘদিন ধরে তিনি লিভার জটিলতায় ভুগছেন। চিকিৎসকেরা পর্যবেক্ষণ করছেন এবং প্রয়োজনীয় পরীক্ষা-নিরীক্ষা চলছে। মেডিকেল বোর্ডের সদস্যরা নিয়মিত তাঁর শারীরিক অবস্থার খোঁজখবর নিচ্ছেন। উন্নত চিকিৎসার জন্য বিদেশে নেওয়ার বিষয়ে পরিবারের পক্ষ থেকে আবেদন করা হয়েছে বলে জানা গেছে। [32, 253, 386, 343]
table-header-row [991, 2013, 1524, 2044]
article-war-body-more2: (প্রথম পৃষ্ঠার পর) দেখা দিয়েছে। বৈশ্বিক অর্থনীতিতে যুদ্ধের প্রভাব পড়েছে। জ্বালানি তেল ও খাদ্যপণ্যের দাম বৃদ্ধি পাচ্ছে। আমদানি ব্যয় বাড়ায় বৈদেশিক মুদ্রার রিজার্ভে চাপ তৈরি হয়েছে বলে মন্তব্য করেন অর্থনীতিবিদরা। [1171, 704, 1536, 747]
article-hajj-body-more3: (প্রথম পৃষ্ঠার পর) হজ ব্যবস্থাপনা নিয়ে নানা প্রশ্ন উঠেছে। হজযাত্রীদের সময়মতো সৌদি আরবে পৌঁছানো নিশ্চিত করতে ধর্ম মন্ত্রণালয় ও বিমান কর্তৃপক্ষ জরুরি বৈঠক করেছে। হজ এজেন্সিগুলোর সঙ্গে সমন্বয় করে ফ্লাইট শিডিউল পুনর্বিন্যাস করা হচ্ছে। [1171, 512, 1536, 571]
article-war-body-more3: (প্রথম পৃষ্ঠার পর) দেখা দিয়েছে। বৈশ্বিক অর্থনীতিতে যুদ্ধের প্রভাব পড়েছে। জ্বালানি তেল ও খাদ্যপণ্যের দাম বৃদ্ধি পাচ্ছে। আমদানি ব্যয় বাড়ায় বৈদেশিক মুদ্রার রিজার্ভে চাপ তৈরি হয়েছে বলে মন্তব্য করেন অর্থনীতিবিদরা। [1171, 753, 1536, 796]
headline-kalkini: কালকিনির ইউএনও-ওসিকে প্রত্যাহারের নির্দেশ ইসির [640, 132, 926, 193]
date-block [1391, 21, 1568, 70]
article-army-body-more: বাংলাদেশ সেনাবাহিনী পরিচালিত আর্মি ইনস্টিটিউট অব বিজনেস অ্যাডমিনিস্ট্রেশনে (আর্মি আইবিএ) বিবিএ ও এমবিএ প্রোগ্রামে ভর্তির আবেদনের সময়সীমা বাড়ানো হয়েছে। আগ্রহী শিক্ষার্থীরা অনলাইনে আবেদন করতে পারবেন। [978, 329, 1158, 433]
headline-kolkata: কলকাতায় পি কে হালদারের [676, 789, 890, 812]
table-cell: নং [312, 1366, 445, 1387]
article-pbi-body: (প্রথম পৃষ্ঠার পর) গতকাল বিচারপতি মোস্তফা জামান ইসলাম ও বিচারপতি মো. সেলিমের সমন্বয়ে গঠিত হাই কোর্ট বেঞ্চ এ আদেশ দেন। আদালতে রিটের পক্ষে শুনানি করেন আইনজীবী। রাষ্ট্রপক্ষে ছিলেন ডেপুটি অ্যাটর্নি জেনারেল। আদালত সংশ্লিষ্টদের প্রতিবেদন দাখিলের নির্দেশ দিয়েছেন এবং পরবর্তী শুনানির দিন ধার্য করেছেন। [32, 374, 386, 448]
notice-badc-title: e-Tender Notice [1110, 1934, 1404, 1982]
notice-ccie-address1: জাতীয় ক্রীড়া পরিষদ (এনএসসি) ভবন, লেভেল-৫ [1128, 1460, 1385, 1476]
section-title: খবর [1214, 45, 1291, 96]
headline-floods: বন্যা পরিস্থিতিতে সেনাবাহিনী মোতায়েন করুন : মন্টু [404, 133, 584, 194]
article-sarkar-body: (প্রথম পৃষ্ঠার পর) সম্ভব নয়। আগামী নির্বাচন অবাধ ও সুষ্ঠু করতে নির্বাচন কমিশনকে শক্তিশালী করার বিকল্প নেই বলে মত দেন আলোচকরা। [402, 750, 585, 809]
article-share-body: (প্রথম পৃষ্ঠার পর) বেড়ে যায়। তবে দিনশেষে এই প্রবণতা ধরে রাখতে পারেনি বাজার। প্রধান মূল্যসূচক ডিএসইএক্স আগের দিনের চেয়ে কমেছে। লেনদেনও কমেছে উল্লেখযোগ্য হারে। বিনিয়োগকারীদের আস্থা ফেরাতে নিয়ন্ত্রক সংস্থা নানা উদ্যোগ নিলেও বাজারে তার প্রভাব দেখা যাচ্ছে না বলে মনে করছেন বাজার বিশ্লেষকরা। মার্জিন ঋণ, ফ্লোর প্রাইস ও তারল্য সংকট নিয়ে আলোচনা চলছে। [32, 559, 386, 633]
notice-cod-date: তারিখ: ১৯ মে ২০২২ [501, 1171, 578, 1181]
article-war-body-more: (প্রথম পৃষ্ঠার পর) দেখা দিয়েছে। বৈশ্বিক অর্থনীতিতে যুদ্ধের প্রভাব পড়েছে। জ্বালানি তেল ও খাদ্যপণ্যের দাম বৃদ্ধি পাচ্ছে। আমদানি ব্যয় বাড়ায় বৈদেশিক মুদ্রার রিজার্ভে চাপ তৈরি হয়েছে বলে মন্তব্য করেন অর্থনীতিবিদরা। [1171, 655, 1536, 698]
notice-cod [32, 1070, 587, 2340]
table-cell: ৩ [42, 1257, 95, 1279]
headline-war: যুদ্ধ অনিশ্চয়তায় [1291, 576, 1416, 599]
notice-badc-corp: BANGLADESH AGRICULTURAL DEVELOPMENT CORPORATION [1047, 1826, 1523, 1843]
notice-badc-sign-p2: Irrigation Development [1418, 2180, 1524, 2192]
headline-bondi: বন্দির দুর্নীতি মামলা [431, 329, 556, 348]
notice-ccie-memo2: আমদানি (আমদানি বাণিজ্য নিয়ন্ত্রণ) [990, 1539, 1128, 1550]
notice-ccie [978, 1391, 1536, 1793]
table-cell: সেট [312, 1235, 445, 1257]
table-row [42, 1366, 578, 1387]
table-cell: ৪ [42, 1279, 95, 1300]
article-jubo-body: (প্রথম পৃষ্ঠার পর) নাম নাজমুল ইসলাম (৩৫)। তিনি বাগমারা উপজেলা যুবদলের সক্রিয় কর্মী। স্থানীয়রা আহত অবস্থায় তাঁকে উদ্ধার করে হাসপাতালে ভর্তি করেন। এ ঘটনায় থানায় মামলা দায়েরের প্রস্তুতি চলছে বলে জানিয়েছেন পরিবারের সদস্যরা। [601, 597, 965, 655]
